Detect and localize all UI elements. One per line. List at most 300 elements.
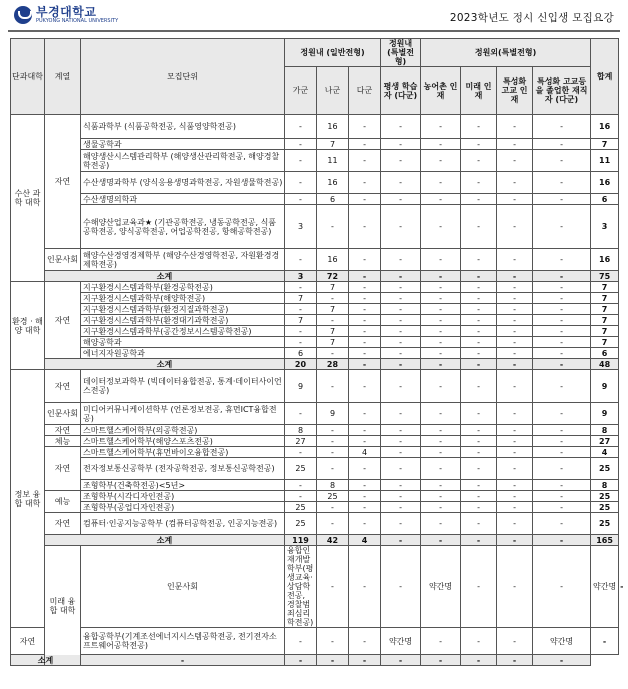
employed-cell: - xyxy=(533,293,591,304)
ga-cell: 7 xyxy=(285,293,317,304)
total-cell: 9 xyxy=(591,403,619,425)
ga-cell: 8 xyxy=(285,425,317,436)
da-cell: - xyxy=(317,655,349,666)
lifelong-cell: - xyxy=(381,513,421,535)
employed-cell: - xyxy=(533,491,591,502)
total-cell: 165 xyxy=(591,535,619,546)
ga-cell: - xyxy=(285,139,317,150)
lifelong-cell: - xyxy=(381,326,421,337)
farm-cell: - xyxy=(421,480,461,491)
farm-cell: - xyxy=(421,205,461,249)
future-cell: - xyxy=(461,403,497,425)
lifelong-cell: - xyxy=(381,249,421,271)
specialized-cell: - xyxy=(497,348,533,359)
unit-cell: 전자정보통신공학부 (전자공학전공, 정보통신공학전공) xyxy=(81,458,285,480)
da-cell: - xyxy=(381,546,421,628)
unit-cell: 수산생명과학부 (양식응용생명과학전공, 자원생물학전공) xyxy=(81,172,285,194)
farm-cell: - xyxy=(421,491,461,502)
employed-cell: - xyxy=(533,513,591,535)
na-cell: - xyxy=(317,628,349,655)
specialized-cell: - xyxy=(497,403,533,425)
na-cell: - xyxy=(317,205,349,249)
na-cell: 28 xyxy=(317,359,349,370)
employed-cell: - xyxy=(533,304,591,315)
subtotal-label: 소계 xyxy=(11,655,81,666)
na-cell: - xyxy=(317,436,349,447)
future-cell: - xyxy=(461,271,497,282)
farm-cell: - xyxy=(421,293,461,304)
logo-text: 부경대학교 xyxy=(36,5,97,19)
da-cell: - xyxy=(349,205,381,249)
na-cell: 7 xyxy=(317,326,349,337)
na-cell: 7 xyxy=(317,304,349,315)
ga-cell: - xyxy=(285,480,317,491)
specialized-cell: - xyxy=(461,655,497,666)
unit-cell: 스마트헬스케어학부(휴먼바이오융합전공) xyxy=(81,447,285,458)
da-cell: - xyxy=(349,271,381,282)
ga-cell: 25 xyxy=(285,513,317,535)
future-cell: - xyxy=(461,139,497,150)
future-cell: - xyxy=(497,546,533,628)
total-cell: 3 xyxy=(591,205,619,249)
specialized-cell: - xyxy=(497,194,533,205)
na-cell: 7 xyxy=(317,337,349,348)
specialized-cell: - xyxy=(497,172,533,194)
future-cell: - xyxy=(461,293,497,304)
category-cell: 인문사회 xyxy=(45,403,81,425)
specialized-cell: - xyxy=(497,337,533,348)
lifelong-cell: - xyxy=(381,293,421,304)
specialized-cell: - xyxy=(497,282,533,293)
farm-cell: - xyxy=(421,150,461,172)
category-cell: 인문사회 xyxy=(81,546,285,628)
na-cell: - xyxy=(317,513,349,535)
lifelong-cell: - xyxy=(381,370,421,403)
total-cell: 7 xyxy=(591,139,619,150)
specialized-cell: - xyxy=(497,304,533,315)
da-cell: - xyxy=(349,315,381,326)
farm-cell: - xyxy=(421,403,461,425)
lifelong-cell: - xyxy=(381,403,421,425)
farm-cell: - xyxy=(421,172,461,194)
employed-cell: - xyxy=(533,315,591,326)
da-cell: - xyxy=(349,513,381,535)
col-employed: 특성화 고교등을 졸업한 재직자 (다군) xyxy=(533,67,591,115)
unit-cell: 생물공학과 xyxy=(81,139,285,150)
farm-cell: - xyxy=(421,282,461,293)
ga-cell: - xyxy=(285,447,317,458)
future-cell: - xyxy=(461,115,497,139)
unit-cell: 데이터정보과학부 (빅데이터융합전공, 통계·데이터사이언스전공) xyxy=(81,370,285,403)
category-cell: 자연 xyxy=(45,115,81,249)
da-cell: - xyxy=(349,491,381,502)
da-cell: - xyxy=(349,628,381,655)
lifelong-cell: - xyxy=(381,480,421,491)
total-cell: 9 xyxy=(591,370,619,403)
farm-cell: - xyxy=(421,436,461,447)
ga-cell: 27 xyxy=(285,436,317,447)
specialized-cell: - xyxy=(497,502,533,513)
employed-cell: - xyxy=(533,172,591,194)
col-farm: 농어촌 인재 xyxy=(421,67,461,115)
ga-cell: - xyxy=(285,115,317,139)
unit-cell: 식품과학부 (식품공학전공, 식품영양학전공) xyxy=(81,115,285,139)
na-cell: - xyxy=(317,293,349,304)
farm-cell: - xyxy=(421,326,461,337)
ga-cell: - xyxy=(285,491,317,502)
na-cell: 6 xyxy=(317,194,349,205)
farm-cell: - xyxy=(421,513,461,535)
university-emblem-icon xyxy=(14,6,32,24)
ga-cell: - xyxy=(285,337,317,348)
col-ga: 가군 xyxy=(285,67,317,115)
category-cell: 자연 xyxy=(45,370,81,403)
col-unit: 모집단위 xyxy=(81,39,285,115)
lifelong-cell: 약간명 xyxy=(421,546,461,628)
future-cell: - xyxy=(461,304,497,315)
total-cell: 16 xyxy=(591,172,619,194)
subtotal-label: 소계 xyxy=(45,535,285,546)
specialized-cell: - xyxy=(497,513,533,535)
employed-cell: - xyxy=(533,282,591,293)
na-cell: 16 xyxy=(317,249,349,271)
da-cell: - xyxy=(349,172,381,194)
subtotal-row xyxy=(11,271,619,282)
total-cell: 4 xyxy=(591,447,619,458)
total-cell: 7 xyxy=(591,293,619,304)
na-cell: 16 xyxy=(317,172,349,194)
da-cell: - xyxy=(349,293,381,304)
specialized-cell: - xyxy=(497,115,533,139)
future-cell: - xyxy=(461,513,497,535)
unit-cell: 조형학부(공업디자인전공) xyxy=(81,502,285,513)
ga-cell: - xyxy=(285,403,317,425)
logo-subtext: PUKYONG NATIONAL UNIVERSITY xyxy=(36,18,119,24)
da-cell: - xyxy=(349,194,381,205)
unit-cell: 지구환경시스템과학부(환경공학전공) xyxy=(81,282,285,293)
col-future: 미래 인재 xyxy=(461,67,497,115)
employed-cell: - xyxy=(533,458,591,480)
farm-cell: - xyxy=(421,447,461,458)
lifelong-cell: - xyxy=(381,271,421,282)
total-cell: 11 xyxy=(591,150,619,172)
employed-cell: - xyxy=(533,150,591,172)
total-cell: 7 xyxy=(591,315,619,326)
farm-cell: - xyxy=(421,628,461,655)
lifelong-cell: - xyxy=(381,491,421,502)
col-na: 나군 xyxy=(317,67,349,115)
specialized-cell: - xyxy=(497,436,533,447)
future-cell: - xyxy=(461,150,497,172)
unit-cell: 지구환경시스템과학부(환경대기과학전공) xyxy=(81,315,285,326)
ga-cell: 20 xyxy=(285,359,317,370)
na-cell: - xyxy=(317,348,349,359)
lifelong-cell: - xyxy=(349,655,381,666)
total-cell: 16 xyxy=(591,249,619,271)
ga-cell: - xyxy=(285,249,317,271)
farm-cell: - xyxy=(421,348,461,359)
unit-cell: 지구환경시스템과학부(해양학전공) xyxy=(81,293,285,304)
ga-cell: 119 xyxy=(285,535,317,546)
na-cell: 7 xyxy=(317,282,349,293)
ga-cell: 3 xyxy=(285,271,317,282)
na-cell: - xyxy=(317,315,349,326)
unit-cell: 지구환경시스템과학부(환경지질과학전공) xyxy=(81,304,285,315)
farm-cell: - xyxy=(421,194,461,205)
future-cell: - xyxy=(461,370,497,403)
ga-cell: 3 xyxy=(285,205,317,249)
ga-cell: - xyxy=(285,282,317,293)
category-cell: 체능 xyxy=(45,436,81,447)
farm-cell: - xyxy=(421,304,461,315)
lifelong-cell: - xyxy=(381,436,421,447)
subtotal-label: 소계 xyxy=(45,271,285,282)
admission-quota-table: 단과대학 계열 모집단위 정원내 (일반전형) 정원내 (특별전형) 정원외(특별전형) 합계 가군 나군 다군 평생 학습자 (다군) 농어촌 인재 미래 인재 특성화 고교 인재 특성화 고교등을 졸업한 재직자 (다군) 수산 과학 대학 자연 식품과학부 (식품공학전공, 식품영양학전공) - 16 - - - - - - 16 생물공학과 - 7 - - - - - - 7 해양생산시스템관리학부 (해양생산관리학전공, 해양경찰학전공) - 11 - - - - - - 11 수산생명과학부 (양식응용생명과학전공, 자원생물학전공) - 16 - - - - - - 16 수산생명의학과 - 6 - - - - - - 6 수해양산업교육과★ (기관공학전공, 냉동공학전공, 식품공학전공, 양식공학전공, 어업공학전공, 항해공학전공) 3 - - - - - - - 3 인문사회 해양수산경영경제학부 (해양수산경영학전공, 자원환경경제학전공) - 16 - - - - - - 16 소계 3 72 - - - - - - 75 환경 · 해양 대학 자연 지구환경시스템과학부(환경공학전공) - 7 - - - - - - 7 지구환경시스템과학부(해양학전공) 7 - - - - - - - 7 지구환경시스템과학부(환경지질과학전공) - 7 - - - - - - 7 지구환경시스템과학부(환경대기과학전공) 7 - - - - - - - 7 지구환경시스템과학부(공간정보시스템공학전공) - 7 - - - - - - 7 해양공학과 - 7 - - - - - - 7 에너지자원공학과 6 - - - - - - - 6 소계 20 28 - - - - - - 48 정보 융합 대학 자연 데이터정보과학부 (빅데이터융합전공, 통계·데이터사이언스전공) 9 - - - - - - - 9 인문사회 미디어커뮤니케이션학부 (언론정보전공, 휴먼ICT융합전공) - 9 - - - - - - 9 자연 스마트헬스케어학부(의공학전공) 8 - - - - - - - 8 체능 스마트헬스케어학부(해양스포츠전공) 27 - - - - - - - 27 자연 스마트헬스케어학부(휴먼바이오융합전공) - - 4 - - - - - 4 전자정보통신공학부 (전자공학전공, 정보통신공학전공) 25 - - - - - - - 25 조형학부(건축학전공)<5년> - 8 - - - - - - 8 예능 조형학부(시각디자인전공) - 25 - - - - - - 25 조형학부(공업디자인전공) 25 - - - - - - - 25 자연 컴퓨터·인공지능공학부 (컴퓨터공학전공, 인공지능전공) 25 - - - - - - - 25 소계 119 42 4 - - - - - 165 미래 융합 대학 인문사회 융합인재개발학부(평생교육·상담학전공, 경찰범죄심리학전공) - - - 약간명 - - - 약간명 - 자연 융합공학부(기계조선에너지시스템공학전공, 전기전자소프트웨어공학전공) - - - 약간명 - - - 약간명 - 소계 - - - - - - - - - xyxy=(12,39,624,665)
employed-cell: - xyxy=(533,194,591,205)
future-cell: - xyxy=(461,436,497,447)
lifelong-cell: - xyxy=(381,139,421,150)
subtotal-row xyxy=(11,359,619,370)
farm-cell: - xyxy=(421,337,461,348)
lifelong-cell: - xyxy=(381,359,421,370)
da-cell: - xyxy=(349,337,381,348)
specialized-cell: - xyxy=(497,271,533,282)
ga-cell: - xyxy=(285,172,317,194)
lifelong-cell: - xyxy=(381,150,421,172)
ga-cell: 25 xyxy=(285,502,317,513)
farm-cell: - xyxy=(421,535,461,546)
ga-cell: - xyxy=(285,194,317,205)
ga-cell: 9 xyxy=(285,370,317,403)
unit-cell: 지구환경시스템과학부(공간정보시스템공학전공) xyxy=(81,326,285,337)
lifelong-cell: - xyxy=(381,172,421,194)
ga-cell: - xyxy=(285,628,317,655)
da-cell: - xyxy=(349,502,381,513)
future-cell: - xyxy=(461,447,497,458)
lifelong-cell: - xyxy=(381,115,421,139)
ga-cell: - xyxy=(81,655,285,666)
specialized-cell: - xyxy=(497,359,533,370)
na-cell: - xyxy=(285,655,317,666)
unit-cell: 해양생산시스템관리학부 (해양생산관리학전공, 해양경찰학전공) xyxy=(81,150,285,172)
da-cell: - xyxy=(349,458,381,480)
employed-cell: - xyxy=(533,115,591,139)
unit-cell: 스마트헬스케어학부(의공학전공) xyxy=(81,425,285,436)
employed-cell: - xyxy=(533,359,591,370)
header-divider xyxy=(8,30,620,32)
ga-cell: - xyxy=(285,304,317,315)
lifelong-cell: - xyxy=(381,282,421,293)
specialized-cell: - xyxy=(497,205,533,249)
total-cell: 8 xyxy=(591,480,619,491)
da-cell: - xyxy=(349,326,381,337)
future-cell: - xyxy=(461,326,497,337)
employed-cell: - xyxy=(533,326,591,337)
college-cell: 환경 · 해양 대학 xyxy=(11,282,45,370)
farm-cell: - xyxy=(381,655,421,666)
future-cell: - xyxy=(461,535,497,546)
employed-cell: - xyxy=(533,249,591,271)
unit-cell: 해양수산경영경제학부 (해양수산경영학전공, 자원환경경제학전공) xyxy=(81,249,285,271)
farm-cell: - xyxy=(421,249,461,271)
unit-cell: 컴퓨터·인공지능공학부 (컴퓨터공학전공, 인공지능전공) xyxy=(81,513,285,535)
category-cell: 인문사회 xyxy=(45,249,81,271)
category-cell: 자연 xyxy=(11,628,45,655)
ga-cell: - xyxy=(317,546,349,628)
ga-cell: 6 xyxy=(285,348,317,359)
specialized-cell: - xyxy=(497,628,533,655)
future-cell: - xyxy=(461,315,497,326)
lifelong-cell: - xyxy=(381,337,421,348)
unit-cell: 융합공학부(기계조선에너지시스템공학전공, 전기전자소프트웨어공학전공) xyxy=(81,628,285,655)
future-cell: - xyxy=(461,628,497,655)
specialized-cell: - xyxy=(497,491,533,502)
col-college: 단과대학 xyxy=(11,39,45,115)
employed-cell: - xyxy=(533,348,591,359)
unit-cell: 미디어커뮤니케이션학부 (언론정보전공, 휴먼ICT융합전공) xyxy=(81,403,285,425)
unit-cell: 수산생명의학과 xyxy=(81,194,285,205)
employed-cell: - xyxy=(533,271,591,282)
lifelong-cell: - xyxy=(381,447,421,458)
specialized-cell: - xyxy=(497,150,533,172)
header xyxy=(8,4,620,28)
farm-cell: - xyxy=(421,359,461,370)
da-cell: - xyxy=(349,425,381,436)
na-cell: - xyxy=(317,458,349,480)
employed-cell: - xyxy=(533,403,591,425)
future-cell: - xyxy=(461,194,497,205)
da-cell: - xyxy=(349,480,381,491)
lifelong-cell: 약간명 xyxy=(381,628,421,655)
total-cell: 6 xyxy=(591,194,619,205)
col-da: 다군 xyxy=(349,67,381,115)
future-cell: - xyxy=(461,491,497,502)
farm-cell: - xyxy=(421,115,461,139)
subtotal-row xyxy=(11,655,619,666)
future-cell: - xyxy=(461,502,497,513)
total-cell: - xyxy=(533,655,591,666)
employed-cell: - xyxy=(533,139,591,150)
da-cell: - xyxy=(349,436,381,447)
university-logo xyxy=(14,6,118,24)
total-cell: 75 xyxy=(591,271,619,282)
ga-cell: 25 xyxy=(285,458,317,480)
unit-cell: 융합인재개발학부(평생교육·상담학전공, 경찰범죄심리학전공) xyxy=(285,546,317,628)
specialized-cell: - xyxy=(497,447,533,458)
unit-cell: 수해양산업교육과★ (기관공학전공, 냉동공학전공, 식품공학전공, 양식공학전공, 어업공학전공, 항해공학전공) xyxy=(81,205,285,249)
specialized-cell: - xyxy=(497,139,533,150)
ga-cell: - xyxy=(285,150,317,172)
category-cell: 예능 xyxy=(45,491,81,513)
da-cell: - xyxy=(349,370,381,403)
farm-cell: - xyxy=(421,271,461,282)
college-cell: 정보 융합 대학 xyxy=(11,370,45,628)
unit-cell: 조형학부(시각디자인전공) xyxy=(81,491,285,502)
total-cell: 27 xyxy=(591,436,619,447)
specialized-cell: - xyxy=(533,546,591,628)
employed-cell: - xyxy=(533,205,591,249)
na-cell: - xyxy=(349,546,381,628)
na-cell: 7 xyxy=(317,139,349,150)
specialized-cell: - xyxy=(497,315,533,326)
future-cell: - xyxy=(461,480,497,491)
future-cell: - xyxy=(461,172,497,194)
employed-cell: - xyxy=(533,447,591,458)
ga-cell: 7 xyxy=(285,315,317,326)
farm-cell: - xyxy=(421,139,461,150)
admission-table-container xyxy=(10,38,624,666)
future-cell: - xyxy=(461,348,497,359)
farm-cell: - xyxy=(421,425,461,436)
employed-cell: - xyxy=(533,535,591,546)
na-cell: - xyxy=(317,502,349,513)
specialized-cell: - xyxy=(497,535,533,546)
specialized-cell: - xyxy=(497,480,533,491)
category-cell: 자연 xyxy=(45,282,81,359)
farm-cell: - xyxy=(421,502,461,513)
lifelong-cell: - xyxy=(381,535,421,546)
lifelong-cell: - xyxy=(381,315,421,326)
subtotal-label: 소계 xyxy=(45,359,285,370)
unit-cell: 조형학부(건축학전공)<5년> xyxy=(81,480,285,491)
employed-cell: 약간명 xyxy=(533,628,591,655)
na-cell: - xyxy=(317,425,349,436)
total-cell: 25 xyxy=(591,513,619,535)
college-cell: 수산 과학 대학 xyxy=(11,115,45,282)
na-cell: 42 xyxy=(317,535,349,546)
na-cell: 72 xyxy=(317,271,349,282)
total-cell: - xyxy=(591,628,619,655)
future-cell: - xyxy=(461,249,497,271)
da-cell: - xyxy=(349,150,381,172)
employed-cell: - xyxy=(533,480,591,491)
na-cell: 9 xyxy=(317,403,349,425)
total-cell: 25 xyxy=(591,502,619,513)
future-cell: - xyxy=(461,205,497,249)
na-cell: 25 xyxy=(317,491,349,502)
ga-cell: - xyxy=(285,326,317,337)
col-group-regular: 정원내 (일반전형) xyxy=(285,39,381,67)
farm-cell: - xyxy=(421,315,461,326)
total-cell: 48 xyxy=(591,359,619,370)
col-group-special-in: 정원내 (특별전형) xyxy=(381,39,421,67)
col-lifelong: 평생 학습자 (다군) xyxy=(381,67,421,115)
future-cell: - xyxy=(461,337,497,348)
col-category: 계열 xyxy=(45,39,81,115)
employed-cell: - xyxy=(497,655,533,666)
na-cell: - xyxy=(317,447,349,458)
future-cell: - xyxy=(461,359,497,370)
da-cell: - xyxy=(349,139,381,150)
col-specialized: 특성화 고교 인재 xyxy=(497,67,533,115)
specialized-cell: - xyxy=(497,326,533,337)
future-cell: - xyxy=(461,425,497,436)
future-cell: - xyxy=(461,458,497,480)
lifelong-cell: - xyxy=(381,425,421,436)
da-cell: - xyxy=(349,115,381,139)
category-cell: 자연 xyxy=(45,425,81,436)
lifelong-cell: - xyxy=(381,458,421,480)
employed-cell: - xyxy=(533,337,591,348)
lifelong-cell: - xyxy=(381,194,421,205)
total-cell: 6 xyxy=(591,348,619,359)
unit-cell: 에너지자원공학과 xyxy=(81,348,285,359)
college-cell: 미래 융합 대학 xyxy=(45,546,81,666)
employed-cell: - xyxy=(533,370,591,403)
total-cell: 8 xyxy=(591,425,619,436)
na-cell: - xyxy=(317,370,349,403)
specialized-cell: - xyxy=(497,370,533,403)
